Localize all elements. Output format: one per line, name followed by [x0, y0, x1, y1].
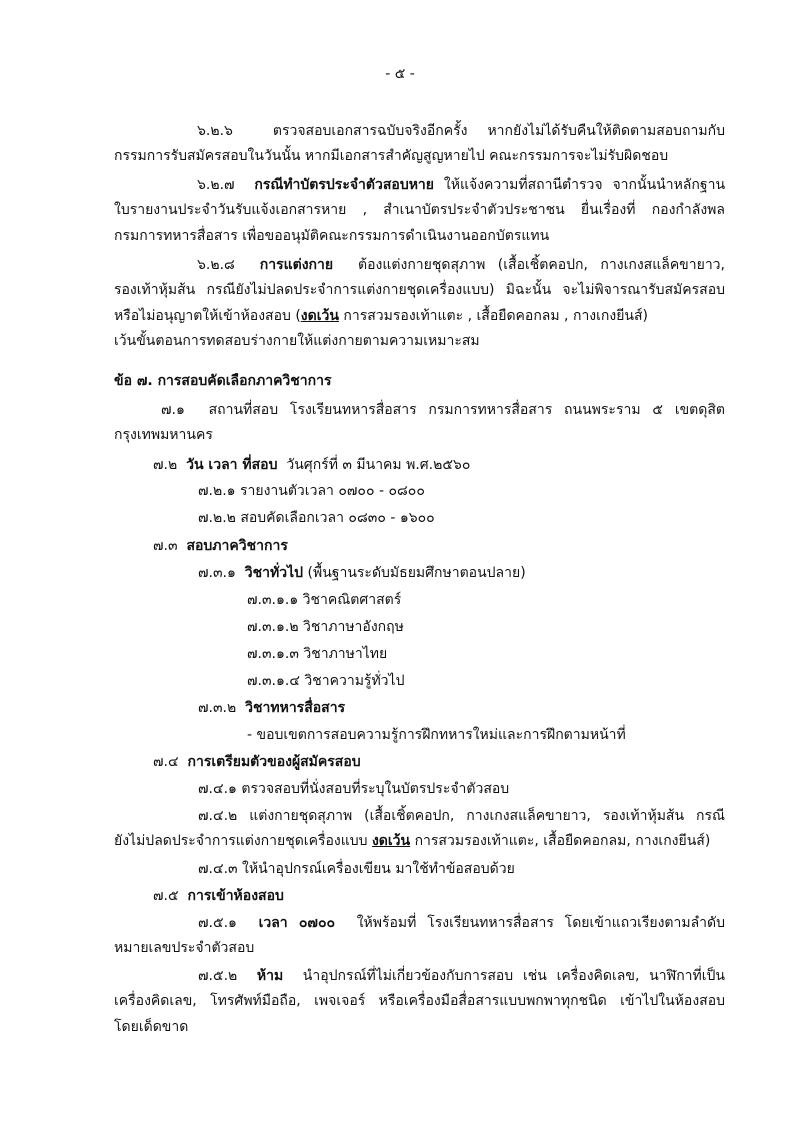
section7-heading: ข้อ ๗. การสอบคัดเลือกภาควิชาการ [114, 373, 332, 389]
s74-line: ๗.๔ การเตรียมตัวของผู้สมัครสอบ [153, 754, 361, 770]
s73-line: ๗.๓ สอบภาควิชาการ [153, 538, 288, 554]
s75-line: ๗.๕ การเข้าห้องสอบ [153, 888, 284, 904]
item-626-line2: กรรมการรับสมัครสอบในวันนั้น หากมีเอกสารสำคัญสูญหายไป คณะกรรมการจะไม่รับผิดชอบ [114, 148, 669, 164]
s752-line2: เครื่องคิดเลข, โทรศัพท์มือถือ, เพจเจอร์ หรือเครื่องมือสื่อสารแบบพกพาทุกชนิด เข้าไปในห้องสอบ [114, 993, 725, 1009]
item-627-line1: ๖.๒.๗ กรณีทำบัตรประจำตัวสอบหาย ให้แจ้งความที่สถานีตำรวจ จากนั้นนำหลักฐาน [197, 177, 726, 193]
s731-line: ๗.๓.๑ วิชาทั่วไป (พื้นฐานระดับมัธยมศึกษาตอนปลาย) [198, 565, 526, 581]
s71-line1: ๗.๑ สถานที่สอบ โรงเรียนทหารสื่อสาร กรมการทหารสื่อสาร ถนนพระราม ๕ เขตดุสิต [161, 402, 726, 418]
s721-line: ๗.๒.๑ รายงานตัวเวลา ๐๗๐๐ - ๐๘๐๐ [198, 483, 425, 499]
s742-line1: ๗.๔.๒ แต่งกายชุดสุภาพ (เสื้อเชิ้ตคอปก, กางเกงสแล็คขายาว, รองเท้าหุ้มส้น กรณี [198, 808, 725, 824]
item-628-line3: หรือไม่อนุญาตให้เข้าห้องสอบ (งดเว้น การสวมรองเท้าแตะ , เสื้อยืดคอกลม , กางเกงยีนส์) [114, 308, 649, 324]
item-626-line1: ๖.๒.๖ ตรวจสอบเอกสารฉบับจริงอีกครั้ง หากยังไม่ได้รับคืนให้ติดตามสอบถามกับ [197, 123, 725, 139]
s752-line3: โดยเด็ดขาด [114, 1019, 189, 1035]
s7314-line: ๗.๓.๑.๔ วิชาความรู้ทั่วไป [247, 673, 405, 689]
item-628-line1: ๖.๒.๘ การแต่งกาย ต้องแต่งกายชุดสุภาพ (เสื้อเชิ้ตคอปก, กางเกงสแล็คขายาว, [197, 257, 725, 273]
s752-line1: ๗.๕.๒ ห้าม นำอุปกรณ์ที่ไม่เกี่ยวข้องกับการสอบ เช่น เครื่องคิดเลข, นาฬิกาที่เป็น [198, 968, 725, 984]
s732-bullet: - ขอบเขตการสอบความรู้การฝึกทหารใหม่และการฝึกตามหน้าที่ [247, 727, 626, 743]
s742-line2: ยังไม่ปลดประจำการแต่งกายชุดเครื่องแบบ งดเว้น การสวมรองเท้าแตะ, เสื้อยืดคอกลม, กางเกงยีนส์) [114, 833, 711, 849]
s741-line: ๗.๔.๑ ตรวจสอบที่นั่งสอบที่ระบุในบัตรประจำตัวสอบ [198, 781, 510, 797]
item-628-line2: รองเท้าหุ้มส้น กรณียังไม่ปลดประจำการแต่งกายชุดเครื่องแบบ) มิฉะนั้น จะไม่พิจารณารับสมัครสอบ [114, 282, 725, 298]
s7311-line: ๗.๓.๑.๑ วิชาคณิตศาสตร์ [247, 592, 402, 608]
s751-line1: ๗.๕.๑ เวลา ๐๗๐๐ ให้พร้อมที่ โรงเรียนทหารสื่อสาร โดยเข้าแถวเรียงตามลำดับ [198, 915, 726, 931]
item-627-line2: ใบรายงานประจำวันรับแจ้งเอกสารหาย , สำเนาบัตรประจำตัวประชาชน ยื่นเรื่องที่ กองกำลังพล [114, 202, 725, 218]
item-627-line3: กรมการทหารสื่อสาร เพื่อขออนุมัติคณะกรรมการดำเนินงานออกบัตรแทน [114, 228, 550, 244]
s71-line2: กรุงเทพมหานคร [114, 427, 213, 443]
item-628-line4: เว้นขั้นตอนการทดสอบร่างกายให้แต่งกายตามความเหมาะสม [114, 333, 480, 349]
s72-line: ๗.๒ วัน เวลา ที่สอบ วันศุกร์ที่ ๓ มีนาคม พ.ศ.๒๕๖๐ [153, 457, 471, 473]
page-number: - ๕ - [385, 66, 415, 82]
s7312-line: ๗.๓.๑.๒ วิชาภาษาอังกฤษ [247, 619, 404, 635]
s743-line: ๗.๔.๓ ให้นำอุปกรณ์เครื่องเขียน มาใช้ทำข้อสอบด้วย [198, 861, 515, 877]
s732-line: ๗.๓.๒ วิชาทหารสื่อสาร [198, 700, 346, 716]
s751-line2: หมายเลขประจำตัวสอบ [114, 940, 255, 956]
s7313-line: ๗.๓.๑.๓ วิชาภาษาไทย [247, 646, 388, 662]
s722-line: ๗.๒.๒ สอบคัดเลือกเวลา ๐๘๓๐ - ๑๖๐๐ [198, 510, 435, 526]
